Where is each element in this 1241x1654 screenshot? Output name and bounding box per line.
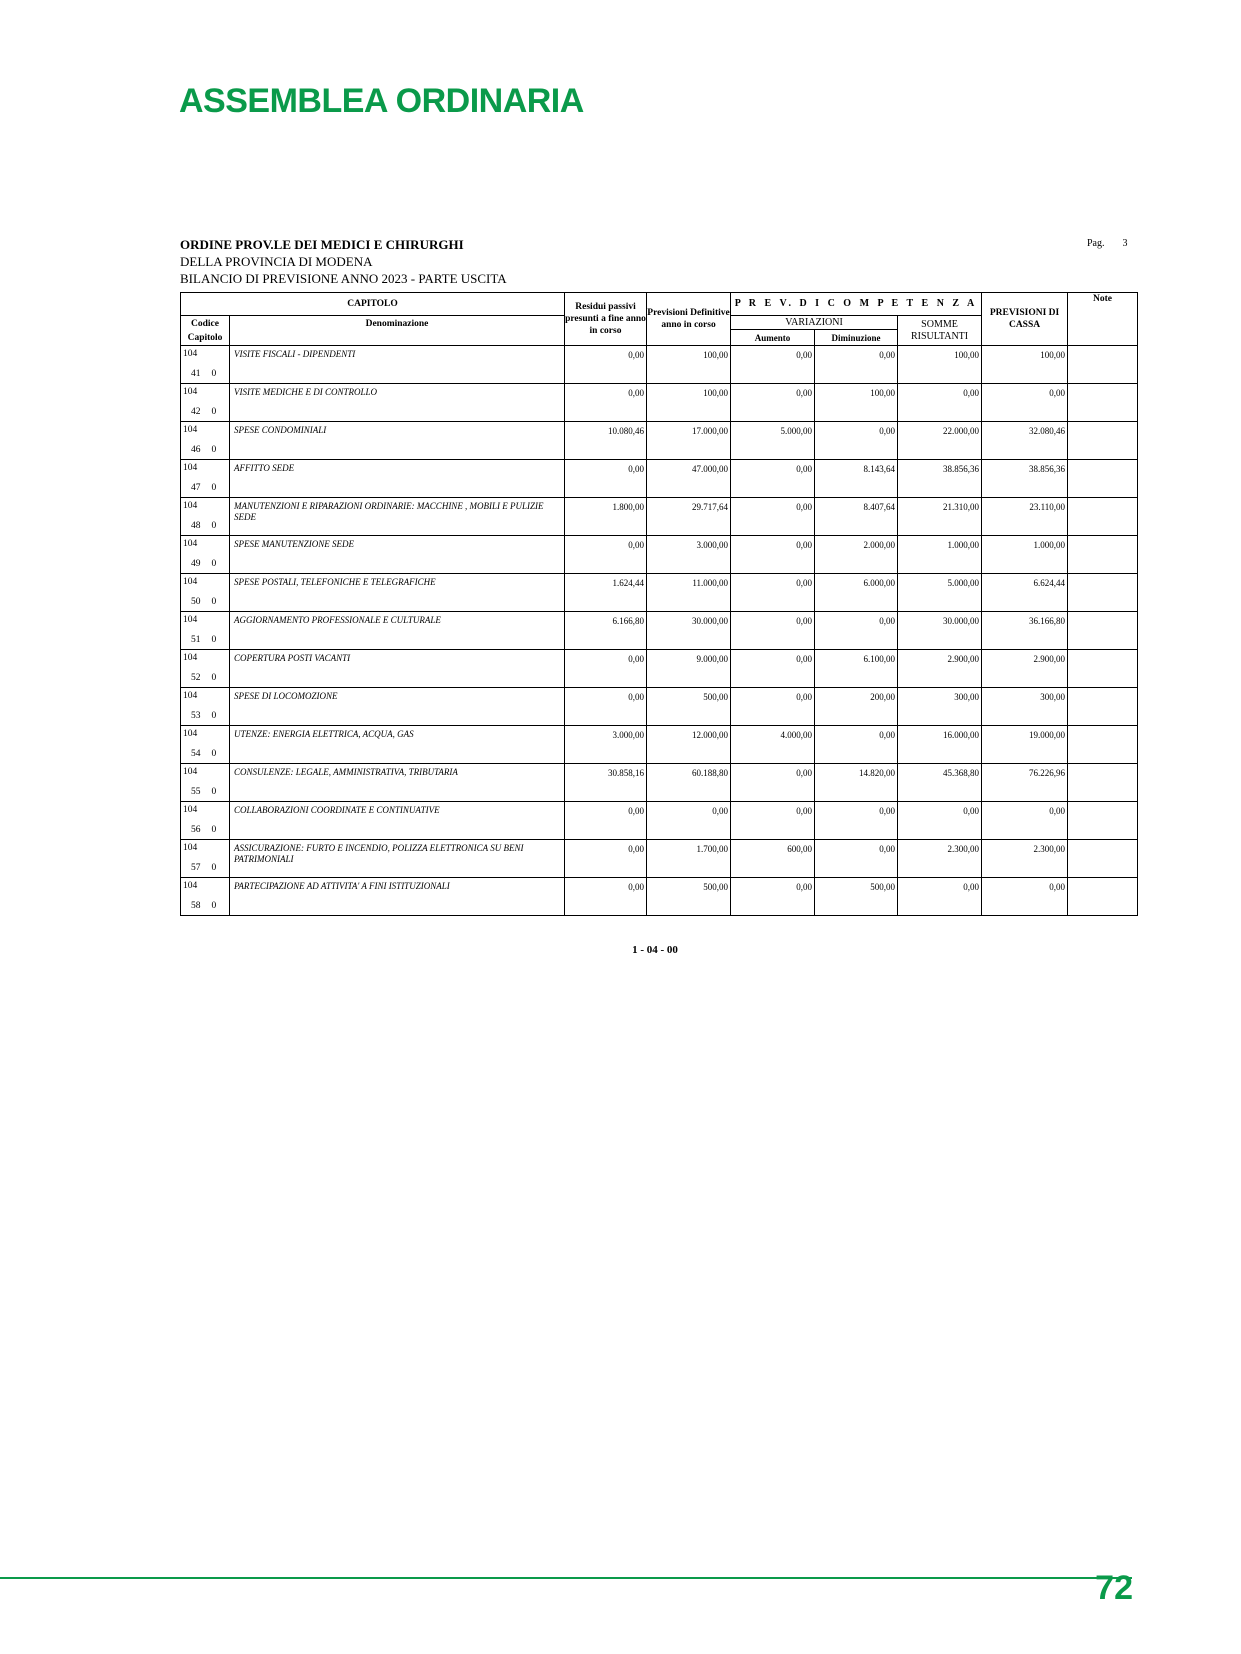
codice-value: 104 — [183, 805, 198, 815]
note-cell — [1068, 764, 1138, 802]
note-cell — [1068, 878, 1138, 916]
capitolo-value: 48 — [191, 521, 201, 531]
codice-value: 104 — [183, 349, 198, 359]
residui-cell: 10.080,46 — [565, 422, 647, 460]
aumento-cell: 0,00 — [731, 460, 815, 498]
previsioni-definitive-cell: 100,00 — [647, 384, 731, 422]
codice-value: 104 — [183, 767, 198, 777]
previsioni-cassa-header: PREVISIONI DI CASSA — [982, 293, 1068, 346]
province-name: DELLA PROVINCIA DI MODENA — [180, 254, 373, 269]
sub-value: 0 — [211, 673, 217, 683]
somme-cell: 16.000,00 — [898, 726, 982, 764]
prev-competenza-header: P R E V. D I C O M P E T E N Z A — [731, 293, 982, 316]
somme-cell: 38.856,36 — [898, 460, 982, 498]
aumento-cell: 0,00 — [731, 688, 815, 726]
footer-divider — [0, 1577, 1132, 1579]
diminuzione-header: Diminuzione — [815, 330, 898, 346]
cassa-cell: 32.080,46 — [982, 422, 1068, 460]
sub-value: 0 — [211, 635, 217, 645]
somme-cell: 100,00 — [898, 346, 982, 384]
previsioni-definitive-cell: 29.717,64 — [647, 498, 731, 536]
note-cell — [1068, 688, 1138, 726]
previsioni-definitive-cell: 100,00 — [647, 346, 731, 384]
denominazione-cell: SPESE POSTALI, TELEFONICHE E TELEGRAFICHE — [230, 574, 565, 612]
capitolo-value: 50 — [191, 597, 201, 607]
table-row — [181, 346, 1138, 384]
note-cell — [1068, 422, 1138, 460]
table-row — [181, 384, 1138, 422]
denominazione-cell: SPESE MANUTENZIONE SEDE — [230, 536, 565, 574]
codice-value: 104 — [183, 387, 198, 397]
capitolo-value: 54 — [191, 749, 201, 759]
page-label: Pag. — [1087, 238, 1105, 249]
note-header: Note — [1068, 293, 1138, 346]
denominazione-cell: COPERTURA POSTI VACANTI — [230, 650, 565, 688]
budget-title: BILANCIO DI PREVISIONE ANNO 2023 - PARTE USCITA — [180, 271, 507, 286]
previsioni-definitive-cell: 3.000,00 — [647, 536, 731, 574]
sub-value: 0 — [211, 825, 217, 835]
diminuzione-cell: 0,00 — [815, 840, 898, 878]
previsioni-definitive-cell: 60.188,80 — [647, 764, 731, 802]
cassa-cell: 0,00 — [982, 802, 1068, 840]
residui-cell: 1.800,00 — [565, 498, 647, 536]
capitolo-value: 57 — [191, 863, 201, 873]
cassa-cell: 2.300,00 — [982, 840, 1068, 878]
aumento-cell: 0,00 — [731, 650, 815, 688]
aumento-cell: 0,00 — [731, 802, 815, 840]
table-row — [181, 726, 1138, 764]
cassa-cell: 23.110,00 — [982, 498, 1068, 536]
previsioni-definitive-cell: 30.000,00 — [647, 612, 731, 650]
denominazione-cell: CONSULENZE: LEGALE, AMMINISTRATIVA, TRIBUTARIA — [230, 764, 565, 802]
table-row — [181, 422, 1138, 460]
table-row — [181, 612, 1138, 650]
somme-cell: 22.000,00 — [898, 422, 982, 460]
denominazione-cell: VISITE MEDICHE E DI CONTROLLO — [230, 384, 565, 422]
residui-cell: 0,00 — [565, 650, 647, 688]
page-indicator-number: 3 — [1122, 238, 1128, 249]
codice-header — [181, 316, 230, 346]
residui-cell: 0,00 — [565, 840, 647, 878]
note-cell — [1068, 840, 1138, 878]
codice-label: Codice — [191, 318, 219, 329]
denominazione-cell: SPESE DI LOCOMOZIONE — [230, 688, 565, 726]
codice-cell — [181, 688, 230, 726]
note-cell — [1068, 612, 1138, 650]
capitolo-value: 49 — [191, 559, 201, 569]
previsioni-definitive-cell: 500,00 — [647, 878, 731, 916]
codice-value: 104 — [183, 501, 198, 511]
sub-value: 0 — [211, 445, 217, 455]
denominazione-cell: SPESE CONDOMINIALI — [230, 422, 565, 460]
variazioni-header: VARIAZIONI — [731, 316, 898, 330]
capitolo-value: 56 — [191, 825, 201, 835]
cassa-cell: 300,00 — [982, 688, 1068, 726]
diminuzione-cell: 0,00 — [815, 346, 898, 384]
denominazione-cell: MANUTENZIONI E RIPARAZIONI ORDINARIE: MACCHINE , MOBILI E PULIZIE SEDE — [230, 498, 565, 536]
aumento-cell: 0,00 — [731, 574, 815, 612]
codice-cell — [181, 460, 230, 498]
cassa-cell: 0,00 — [982, 878, 1068, 916]
codice-cell — [181, 726, 230, 764]
somme-cell: 1.000,00 — [898, 536, 982, 574]
denominazione-cell: ASSICURAZIONE: FURTO E INCENDIO, POLIZZA ELETTRONICA SU BENI PATRIMONIALI — [230, 840, 565, 878]
codice-cell — [181, 346, 230, 384]
codice-cell — [181, 650, 230, 688]
denominazione-cell: VISITE FISCALI - DIPENDENTI — [230, 346, 565, 384]
codice-value: 104 — [183, 615, 198, 625]
cassa-cell: 36.166,80 — [982, 612, 1068, 650]
aumento-cell: 0,00 — [731, 536, 815, 574]
diminuzione-cell: 6.100,00 — [815, 650, 898, 688]
note-cell — [1068, 726, 1138, 764]
capitolo-value: 41 — [191, 369, 201, 379]
codice-value: 104 — [183, 425, 198, 435]
cassa-cell: 76.226,96 — [982, 764, 1068, 802]
sub-value: 0 — [211, 711, 217, 721]
diminuzione-cell: 8.407,64 — [815, 498, 898, 536]
previsioni-definitive-cell: 0,00 — [647, 802, 731, 840]
diminuzione-cell: 14.820,00 — [815, 764, 898, 802]
table-row — [181, 460, 1138, 498]
table-row — [181, 688, 1138, 726]
previsioni-definitive-cell: 500,00 — [647, 688, 731, 726]
aumento-cell: 4.000,00 — [731, 726, 815, 764]
codice-value: 104 — [183, 653, 198, 663]
sub-value: 0 — [211, 483, 217, 493]
capitolo-header: CAPITOLO — [181, 293, 565, 316]
residui-cell: 0,00 — [565, 878, 647, 916]
somme-cell: 0,00 — [898, 878, 982, 916]
budget-table — [180, 292, 1138, 916]
diminuzione-cell: 0,00 — [815, 422, 898, 460]
somme-cell: 0,00 — [898, 384, 982, 422]
denominazione-cell: COLLABORAZIONI COORDINATE E CONTINUATIVE — [230, 802, 565, 840]
codice-cell — [181, 612, 230, 650]
previsioni-definitive-cell: 12.000,00 — [647, 726, 731, 764]
previsioni-definitive-cell: 1.700,00 — [647, 840, 731, 878]
residui-cell: 0,00 — [565, 802, 647, 840]
table-row — [181, 878, 1138, 916]
capitolo-sub-label: Capitolo — [187, 332, 223, 343]
table-row — [181, 802, 1138, 840]
diminuzione-cell: 6.000,00 — [815, 574, 898, 612]
page-indicator — [1087, 238, 1128, 249]
diminuzione-cell: 8.143,64 — [815, 460, 898, 498]
aumento-cell: 0,00 — [731, 384, 815, 422]
codice-cell — [181, 840, 230, 878]
denominazione-cell: PARTECIPAZIONE AD ATTIVITA' A FINI ISTITUZIONALI — [230, 878, 565, 916]
cassa-cell: 100,00 — [982, 346, 1068, 384]
sub-value: 0 — [211, 407, 217, 417]
somme-cell: 30.000,00 — [898, 612, 982, 650]
aumento-cell: 0,00 — [731, 764, 815, 802]
table-row — [181, 764, 1138, 802]
diminuzione-cell: 2.000,00 — [815, 536, 898, 574]
diminuzione-cell: 0,00 — [815, 726, 898, 764]
codice-cell — [181, 574, 230, 612]
sub-value: 0 — [211, 597, 217, 607]
table-row — [181, 650, 1138, 688]
residui-cell: 1.624,44 — [565, 574, 647, 612]
cassa-cell: 2.900,00 — [982, 650, 1068, 688]
previsioni-definitive-header: Previsioni Definitive anno in corso — [647, 293, 731, 346]
capitolo-value: 52 — [191, 673, 201, 683]
note-cell — [1068, 346, 1138, 384]
sub-value: 0 — [211, 901, 217, 911]
codice-value: 104 — [183, 881, 198, 891]
table-row — [181, 536, 1138, 574]
aumento-cell: 5.000,00 — [731, 422, 815, 460]
codice-value: 104 — [183, 843, 198, 853]
residui-cell: 0,00 — [565, 384, 647, 422]
cassa-cell: 1.000,00 — [982, 536, 1068, 574]
diminuzione-cell: 0,00 — [815, 612, 898, 650]
residui-cell: 3.000,00 — [565, 726, 647, 764]
previsioni-definitive-cell: 17.000,00 — [647, 422, 731, 460]
codice-value: 104 — [183, 577, 198, 587]
somme-header: SOMME RISULTANTI — [898, 316, 982, 346]
note-cell — [1068, 650, 1138, 688]
denominazione-cell: UTENZE: ENERGIA ELETTRICA, ACQUA, GAS — [230, 726, 565, 764]
residui-cell: 0,00 — [565, 536, 647, 574]
aumento-cell: 0,00 — [731, 878, 815, 916]
previsioni-definitive-cell: 9.000,00 — [647, 650, 731, 688]
diminuzione-cell: 500,00 — [815, 878, 898, 916]
codice-value: 104 — [183, 539, 198, 549]
page-number: 72 — [1095, 1569, 1133, 1607]
residui-cell: 6.166,80 — [565, 612, 647, 650]
somme-cell: 2.900,00 — [898, 650, 982, 688]
capitolo-value: 46 — [191, 445, 201, 455]
note-cell — [1068, 536, 1138, 574]
residui-header: Residui passivi presunti a fine anno in corso — [565, 293, 647, 346]
codice-cell — [181, 536, 230, 574]
capitolo-value: 47 — [191, 483, 201, 493]
codice-cell — [181, 498, 230, 536]
codice-cell — [181, 764, 230, 802]
somme-cell: 2.300,00 — [898, 840, 982, 878]
somme-cell: 300,00 — [898, 688, 982, 726]
codice-cell — [181, 422, 230, 460]
codice-value: 104 — [183, 729, 198, 739]
page-title: ASSEMBLEA ORDINARIA — [179, 82, 584, 120]
somme-cell: 21.310,00 — [898, 498, 982, 536]
capitolo-value: 58 — [191, 901, 201, 911]
sub-value: 0 — [211, 749, 217, 759]
aumento-cell: 0,00 — [731, 498, 815, 536]
somme-cell: 45.368,80 — [898, 764, 982, 802]
sub-value: 0 — [211, 863, 217, 873]
codice-cell — [181, 878, 230, 916]
aumento-cell: 0,00 — [731, 346, 815, 384]
residui-cell: 30.858,16 — [565, 764, 647, 802]
cassa-cell: 0,00 — [982, 384, 1068, 422]
sub-value: 0 — [211, 521, 217, 531]
residui-cell: 0,00 — [565, 688, 647, 726]
denominazione-header: Denominazione — [230, 316, 565, 346]
note-cell — [1068, 574, 1138, 612]
sub-value: 0 — [211, 559, 217, 569]
cassa-cell: 38.856,36 — [982, 460, 1068, 498]
table-row — [181, 574, 1138, 612]
sub-value: 0 — [211, 787, 217, 797]
footer-code: 1 - 04 - 00 — [632, 944, 678, 956]
codice-value: 104 — [183, 691, 198, 701]
sub-value: 0 — [211, 369, 217, 379]
note-cell — [1068, 384, 1138, 422]
residui-cell: 0,00 — [565, 346, 647, 384]
codice-cell — [181, 384, 230, 422]
table-row — [181, 498, 1138, 536]
somme-cell: 0,00 — [898, 802, 982, 840]
table-row — [181, 840, 1138, 878]
residui-cell: 0,00 — [565, 460, 647, 498]
codice-cell — [181, 802, 230, 840]
aumento-cell: 600,00 — [731, 840, 815, 878]
note-cell — [1068, 802, 1138, 840]
note-cell — [1068, 498, 1138, 536]
diminuzione-cell: 200,00 — [815, 688, 898, 726]
aumento-header: Aumento — [731, 330, 815, 346]
cassa-cell: 19.000,00 — [982, 726, 1068, 764]
aumento-cell: 0,00 — [731, 612, 815, 650]
cassa-cell: 6.624,44 — [982, 574, 1068, 612]
somme-cell: 5.000,00 — [898, 574, 982, 612]
org-name: ORDINE PROV.LE DEI MEDICI E CHIRURGHI — [180, 237, 464, 252]
codice-value: 104 — [183, 463, 198, 473]
denominazione-cell: AGGIORNAMENTO PROFESSIONALE E CULTURALE — [230, 612, 565, 650]
capitolo-value: 55 — [191, 787, 201, 797]
denominazione-cell: AFFITTO SEDE — [230, 460, 565, 498]
capitolo-value: 51 — [191, 635, 201, 645]
diminuzione-cell: 0,00 — [815, 802, 898, 840]
capitolo-value: 53 — [191, 711, 201, 721]
previsioni-definitive-cell: 11.000,00 — [647, 574, 731, 612]
note-cell — [1068, 460, 1138, 498]
capitolo-value: 42 — [191, 407, 201, 417]
diminuzione-cell: 100,00 — [815, 384, 898, 422]
table-body — [181, 346, 1138, 916]
previsioni-definitive-cell: 47.000,00 — [647, 460, 731, 498]
